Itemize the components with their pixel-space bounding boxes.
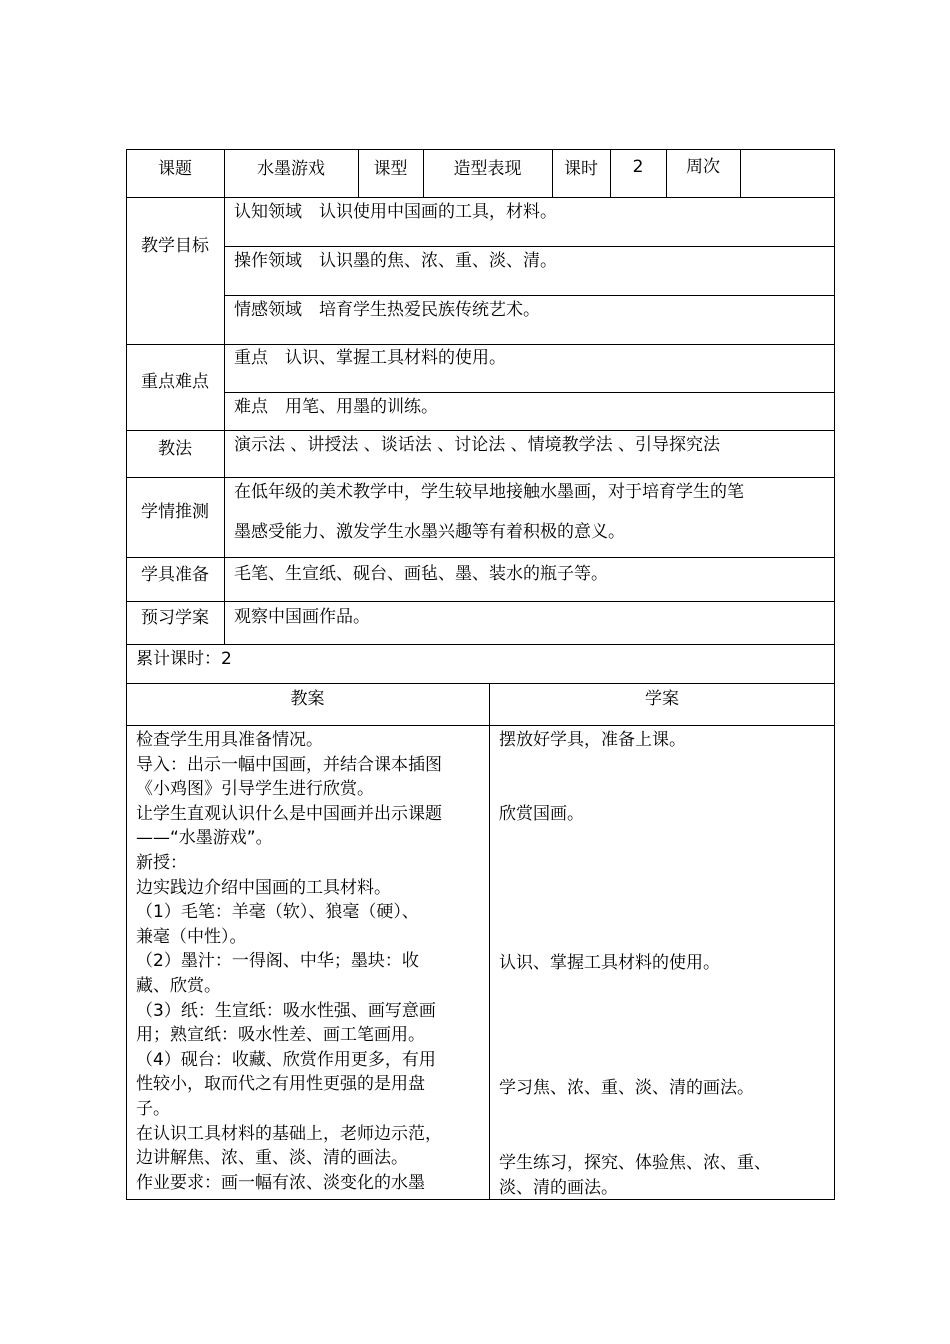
objectives-label: 教学目标	[141, 236, 209, 256]
objective-cognitive: 认知领域 认识使用中国画的工具，材料。	[234, 202, 557, 222]
teacher-plan-line: 用；熟宣纸：吸水性差、画工笔画用。	[136, 1025, 425, 1046]
analysis-line: 墨感受能力、激发学生水墨兴趣等有着积极的意义。	[234, 522, 625, 542]
student-plan-item: 学生练习，探究、体验焦、浓、重、	[499, 1153, 771, 1173]
row-divider	[126, 344, 835, 345]
week-label: 周次	[686, 157, 720, 177]
cumulative-hours: 累计课时：2	[136, 649, 232, 669]
row-divider	[126, 197, 835, 198]
topic-value: 水墨游戏	[257, 159, 325, 179]
teacher-plan-line: 作业要求：画一幅有浓、淡变化的水墨	[136, 1172, 425, 1193]
teacher-plan-line: 检查学生用具准备情况。	[136, 730, 323, 750]
teacher-plan-line: 让学生直观认识什么是中国画并出示课题	[136, 803, 442, 824]
teacher-plan-line: 兼毫（中性）。	[136, 926, 247, 947]
objective-emotion: 情感领域 培育学生热爱民族传统艺术。	[234, 300, 540, 320]
row-divider	[224, 392, 835, 393]
col-divider	[224, 197, 225, 644]
row-divider	[126, 683, 835, 684]
teacher-plan-line: 导入：出示一幅中国画，并结合课本插图	[136, 754, 442, 775]
analysis-line: 在低年级的美术教学中，学生较早地接触水墨画，对于培育学生的笔	[234, 482, 744, 502]
row-divider	[126, 477, 835, 478]
teacher-plan-line: 新授：	[136, 853, 187, 873]
materials-label: 学具准备	[141, 565, 209, 585]
row-divider	[126, 644, 835, 645]
student-plan-item: 摆放好学具，准备上课。	[499, 730, 686, 750]
teacher-plan-line: （3）纸：生宣纸：吸水性强、画写意画	[136, 1000, 436, 1021]
materials-value: 毛笔、生宣纸、砚台、画毡、墨、装水的瓶子等。	[234, 564, 608, 584]
teacher-plan-line: 藏、欣赏。	[136, 976, 221, 996]
row-divider	[126, 557, 835, 558]
teacher-plan-line: （2）墨汁：一得阁、中华；墨块：收	[136, 951, 419, 972]
row-divider	[126, 430, 835, 431]
teacher-plan-line: 在认识工具材料的基础上，老师边示范，	[136, 1123, 442, 1144]
analysis-label: 学情推测	[141, 502, 209, 522]
preview-value: 观察中国画作品。	[234, 607, 370, 627]
row-divider	[126, 725, 835, 726]
student-plan-item: 淡、清的画法。	[499, 1177, 618, 1198]
teacher-plan-line: （4）砚台：收藏、欣赏作用更多，有用	[136, 1049, 436, 1070]
teacher-plan-header: 教案	[290, 689, 325, 709]
methods-label: 教法	[158, 439, 192, 459]
type-value: 造型表现	[453, 159, 522, 179]
row-divider	[224, 246, 835, 247]
hours-value: 2	[632, 157, 644, 177]
student-plan-item: 欣赏国画。	[499, 803, 584, 824]
preview-label: 预习学案	[141, 608, 209, 628]
col-divider	[489, 683, 490, 1200]
type-label: 课型	[373, 159, 408, 179]
teacher-plan-line: 边讲解焦、浓、重、淡、清的画法。	[136, 1148, 408, 1169]
row-divider	[126, 601, 835, 602]
teacher-plan-line: ——“水墨游戏”。	[136, 828, 273, 849]
teacher-plan-line: （1）毛笔：羊毫（软）、狼毫（硬）、	[136, 902, 419, 923]
objective-operation: 操作领域 认识墨的焦、浓、重、淡、清。	[234, 251, 557, 271]
teacher-plan-line: 边实践边介绍中国画的工具材料。	[136, 877, 391, 898]
difficult-point: 难点 用笔、用墨的训练。	[234, 397, 438, 417]
key-point: 重点 认识、掌握工具材料的使用。	[234, 348, 506, 368]
col-divider	[740, 149, 741, 197]
student-plan-header: 学案	[645, 689, 679, 709]
student-plan-item: 认识、掌握工具材料的使用。	[499, 953, 720, 973]
teacher-plan-line: 性较小，取而代之有用性更强的是用盘	[136, 1074, 425, 1095]
teacher-plan-line: 《小鸡图》引导学生进行欣赏。	[136, 779, 374, 800]
row-divider	[224, 295, 835, 296]
student-plan-item: 学习焦、浓、重、淡、清的画法。	[499, 1078, 754, 1098]
key-points-label: 重点难点	[141, 372, 209, 392]
methods-value: 演示法 、讲授法 、谈话法 、讨论法 、情境教学法 、引导探究法	[234, 435, 721, 455]
topic-label: 课题	[158, 159, 192, 179]
teacher-plan-line: 子。	[136, 1099, 170, 1119]
hours-label: 课时	[564, 159, 598, 179]
